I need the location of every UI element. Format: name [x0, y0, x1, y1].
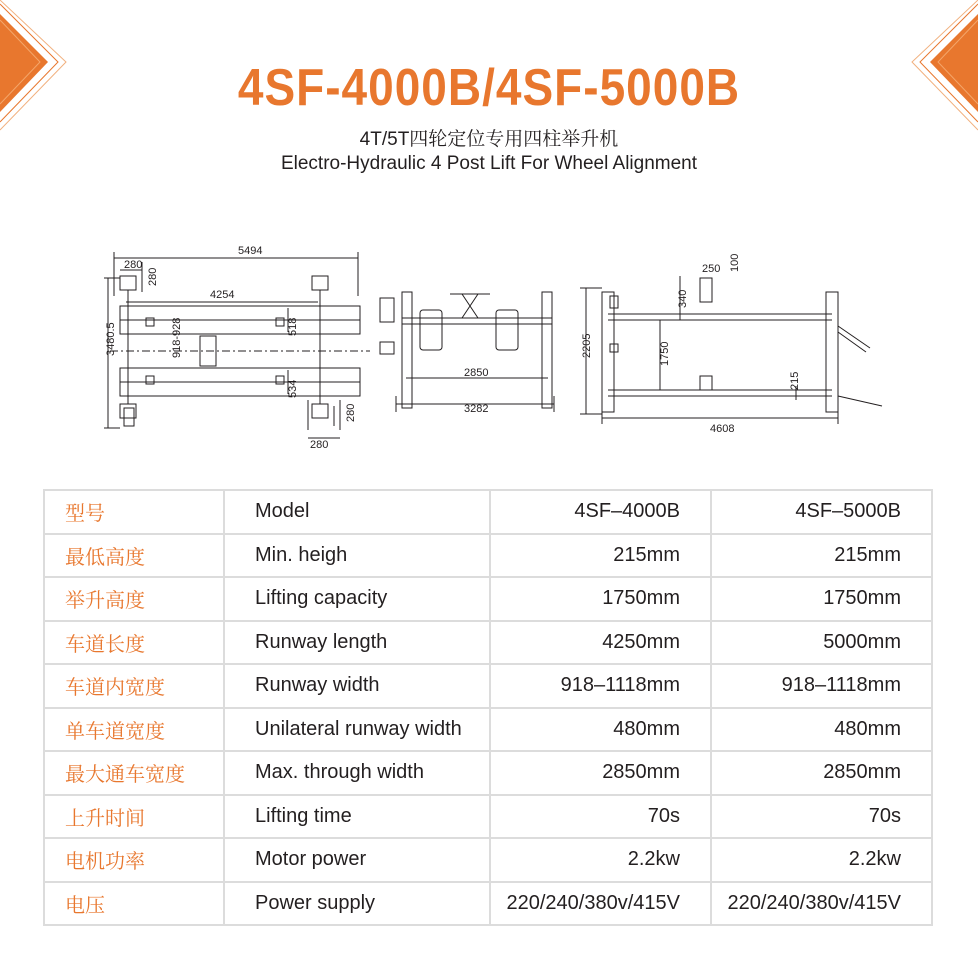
dim-post-depth-bottom: 280 [345, 403, 357, 422]
spec-value-4000b: 1750mm [490, 577, 711, 621]
dim-width: 3480.5 [105, 322, 117, 356]
dim-250: 250 [702, 263, 721, 275]
dim-outer-width: 3282 [464, 403, 489, 415]
spec-label-cn: 电压 [44, 882, 224, 926]
dim-post-width-top: 280 [124, 259, 143, 271]
spec-label-cn: 举升高度 [44, 577, 224, 621]
spec-value-4000b: 4250mm [490, 621, 711, 665]
technical-drawing [90, 236, 890, 456]
spec-value-5000b: 918–1118mm [711, 664, 932, 708]
table-row [44, 577, 932, 621]
spec-label-en: Motor power [224, 838, 490, 882]
spec-label-en: Model [224, 490, 490, 534]
spec-label-cn: 型号 [44, 490, 224, 534]
spec-label-en: Lifting time [224, 795, 490, 839]
spec-value-4000b: 2.2kw [490, 838, 711, 882]
spec-label-en: Lifting capacity [224, 577, 490, 621]
spec-table [43, 489, 933, 926]
spec-value-4000b: 480mm [490, 708, 711, 752]
spec-label-cn: 最低高度 [44, 534, 224, 578]
spec-value-4000b: 4SF–4000B [490, 490, 711, 534]
table-row [44, 838, 932, 882]
spec-value-5000b: 215mm [711, 534, 932, 578]
table-row [44, 708, 932, 752]
dim-inner-width: 2850 [464, 367, 489, 379]
dim-post-depth-top: 280 [147, 267, 159, 286]
spec-value-5000b: 5000mm [711, 621, 932, 665]
front-view [380, 292, 554, 412]
spec-label-cn: 车道长度 [44, 621, 224, 665]
spec-label-en: Max. through width [224, 751, 490, 795]
subtitle-english: Electro-Hydraulic 4 Post Lift For Wheel Alignment [280, 153, 698, 174]
dim-inner-range: 918-928 [171, 317, 183, 358]
dim-lift-height: 1750 [659, 341, 671, 366]
spec-value-4000b: 918–1118mm [490, 664, 711, 708]
spec-label-en: Runway width [224, 664, 490, 708]
page-title: 4SF-4000B/4SF-5000B [237, 57, 741, 117]
table-row [44, 490, 932, 534]
spec-label-cn: 上升时间 [44, 795, 224, 839]
spec-label-en: Runway length [224, 621, 490, 665]
dim-340: 340 [677, 289, 689, 308]
spec-value-5000b: 1750mm [711, 577, 932, 621]
spec-label-en: Unilateral runway width [224, 708, 490, 752]
dim-length: 4608 [710, 423, 735, 435]
spec-value-5000b: 2.2kw [711, 838, 932, 882]
spec-value-4000b: 70s [490, 795, 711, 839]
spec-label-cn: 车道内宽度 [44, 664, 224, 708]
spec-value-4000b: 2850mm [490, 751, 711, 795]
dim-min-height: 215 [789, 371, 801, 390]
dim-post-width-bottom: 280 [310, 439, 329, 451]
spec-value-5000b: 2850mm [711, 751, 932, 795]
table-row [44, 882, 932, 926]
table-row [44, 664, 932, 708]
dim-height: 2205 [581, 333, 593, 358]
top-view [104, 252, 370, 438]
spec-value-5000b: 220/240/380v/415V [711, 882, 932, 926]
spec-value-5000b: 70s [711, 795, 932, 839]
dim-overall-length: 5494 [238, 245, 263, 257]
dim-inner-length: 4254 [210, 289, 235, 301]
dim-100: 100 [729, 253, 741, 272]
spec-label-en: Min. heigh [224, 534, 490, 578]
table-row [44, 621, 932, 665]
spec-value-5000b: 480mm [711, 708, 932, 752]
side-view [580, 276, 882, 424]
dim-runway-width-bottom: 534 [287, 379, 299, 398]
spec-label-cn: 单车道宽度 [44, 708, 224, 752]
table-row [44, 534, 932, 578]
spec-value-4000b: 215mm [490, 534, 711, 578]
spec-value-5000b: 4SF–5000B [711, 490, 932, 534]
table-row [44, 795, 932, 839]
spec-value-4000b: 220/240/380v/415V [490, 882, 711, 926]
table-row [44, 751, 932, 795]
dim-runway-width-top: 518 [287, 317, 299, 336]
spec-label-en: Power supply [224, 882, 490, 926]
spec-label-cn: 最大通车宽度 [44, 751, 224, 795]
spec-label-cn: 电机功率 [44, 838, 224, 882]
subtitle-chinese: 4T/5T四轮定位专用四柱举升机 [359, 129, 619, 150]
